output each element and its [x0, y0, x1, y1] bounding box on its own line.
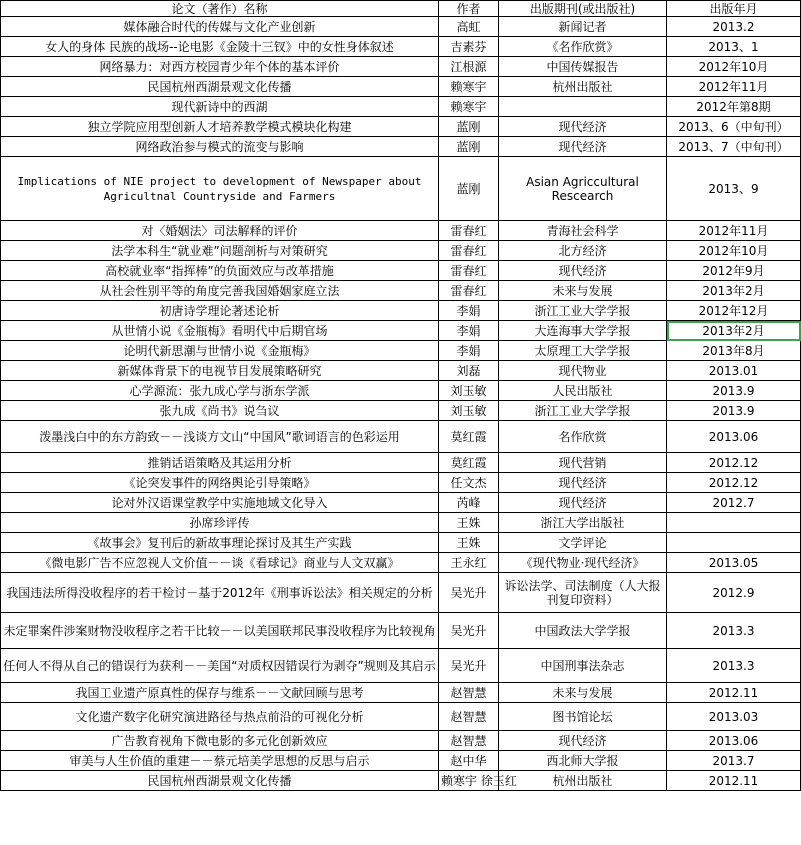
cell-date[interactable]: 2013、9 [667, 157, 801, 221]
cell-date[interactable]: 2013.9 [667, 401, 801, 421]
cell-publisher[interactable]: 诉讼法学、司法制度（人大报刊复印资料） [499, 573, 667, 613]
cell-date[interactable]: 2013.2 [667, 17, 801, 37]
cell-title[interactable]: 女人的身体 民族的战场--论电影《金陵十三钗》中的女性身体叙述 [1, 37, 439, 57]
table-row [1, 553, 801, 573]
table-row [1, 301, 801, 321]
cell-publisher[interactable]: 大连海事大学学报 [499, 321, 667, 341]
cell-title[interactable]: Implications of NIE project to development of Newspaper about Agricultnal Countryside and Farmers [1, 157, 439, 221]
cell-date[interactable]: 2012.12 [667, 453, 801, 473]
cell-title[interactable]: 独立学院应用型创新人才培养教学模式模块化构建 [1, 117, 439, 137]
table-row [1, 771, 801, 791]
table-row [1, 341, 801, 361]
cell-title[interactable]: 张九成《尚书》说刍议 [1, 401, 439, 421]
cell-publisher[interactable]: 图书馆论坛 [499, 703, 667, 731]
cell-title[interactable]: 民国杭州西湖景观文化传播 [1, 771, 439, 791]
table-row [1, 57, 801, 77]
cell-date[interactable]: 2012年12月 [667, 301, 801, 321]
cell-author[interactable]: 赖寒宇 [439, 97, 499, 117]
table-row [1, 37, 801, 57]
cell-title[interactable]: 未定罪案件涉案财物没收程序之若干比较－－以美国联邦民事没收程序为比较视角 [1, 613, 439, 649]
cell-title[interactable]: 民国杭州西湖景观文化传播 [1, 77, 439, 97]
cell-title[interactable]: 论对外汉语课堂教学中实施地域文化导入 [1, 493, 439, 513]
cell-date[interactable]: 2013.06 [667, 421, 801, 453]
cell-publisher[interactable]: 浙江大学出版社 [499, 513, 667, 533]
cell-title[interactable]: 高校就业率“指挥棒”的负面效应与改革措施 [1, 261, 439, 281]
cell-date[interactable]: 2012.11 [667, 771, 801, 791]
table-row [1, 117, 801, 137]
cell-publisher[interactable]: 中国政法大学学报 [499, 613, 667, 649]
cell-date[interactable] [667, 513, 801, 533]
table-row [1, 751, 801, 771]
table-row [1, 533, 801, 553]
table-row [1, 613, 801, 649]
cell-author[interactable]: 雷春红 [439, 281, 499, 301]
cell-author[interactable]: 蓝刚 [439, 157, 499, 221]
header-publisher[interactable]: 出版期刊(或出版社) [499, 1, 667, 17]
table-row [1, 157, 801, 221]
cell-author[interactable]: 莫红霞 [439, 453, 499, 473]
cell-author[interactable]: 刘玉敏 [439, 401, 499, 421]
cell-publisher[interactable]: 现代经济 [499, 261, 667, 281]
cell-author[interactable]: 李娟 [439, 321, 499, 341]
cell-date[interactable]: 2012年10月 [667, 241, 801, 261]
cell-publisher[interactable]: 浙江工业大学学报 [499, 401, 667, 421]
cell-date[interactable]: 2012年11月 [667, 221, 801, 241]
cell-author[interactable]: 赵中华 [439, 751, 499, 771]
table-row [1, 683, 801, 703]
cell-title[interactable]: 泼墨浅白中的东方韵致－－浅谈方文山“中国风”歌词语言的色彩运用 [1, 421, 439, 453]
cell-author[interactable]: 李娟 [439, 341, 499, 361]
header-author[interactable]: 作者 [439, 1, 499, 17]
cell-publisher[interactable]: 杭州出版社 [499, 771, 667, 791]
header-title[interactable]: 论文（著作）名称 [1, 1, 439, 17]
cell-title[interactable]: 广告教育视角下微电影的多元化创新效应 [1, 731, 439, 751]
cell-date[interactable]: 2013.7 [667, 751, 801, 771]
table-row [1, 473, 801, 493]
cell-author[interactable]: 王永红 [439, 553, 499, 573]
cell-title[interactable]: 孙席珍评传 [1, 513, 439, 533]
cell-author[interactable]: 王姝 [439, 533, 499, 553]
cell-date[interactable]: 2012年10月 [667, 57, 801, 77]
cell-author[interactable]: 赵智慧 [439, 703, 499, 731]
cell-publisher[interactable]: 现代经济 [499, 731, 667, 751]
table-row [1, 261, 801, 281]
cell-publisher[interactable]: 名作欣赏 [499, 421, 667, 453]
cell-date[interactable]: 2013、1 [667, 37, 801, 57]
cell-author[interactable]: 刘磊 [439, 361, 499, 381]
cell-publisher[interactable]: 浙江工业大学学报 [499, 301, 667, 321]
cell-author[interactable]: 吴光升 [439, 649, 499, 683]
cell-date[interactable]: 2013年2月 [667, 321, 801, 341]
table-row [1, 493, 801, 513]
cell-author[interactable]: 赖寒宇 [439, 77, 499, 97]
cell-author[interactable]: 莫红霞 [439, 421, 499, 453]
header-date[interactable]: 出版年月 [667, 1, 801, 17]
cell-author[interactable]: 吴光升 [439, 613, 499, 649]
cell-title[interactable]: 审美与人生价值的重建－－蔡元培美学思想的反思与启示 [1, 751, 439, 771]
cell-publisher[interactable]: 杭州出版社 [499, 77, 667, 97]
cell-publisher[interactable]: 人民出版社 [499, 381, 667, 401]
cell-publisher[interactable]: 北方经济 [499, 241, 667, 261]
cell-date[interactable]: 2013.3 [667, 649, 801, 683]
cell-publisher[interactable]: 现代经济 [499, 473, 667, 493]
cell-author[interactable]: 江根源 [439, 57, 499, 77]
cell-publisher[interactable]: 未来与发展 [499, 683, 667, 703]
table-row [1, 381, 801, 401]
cell-title[interactable]: 论明代新思潮与世情小说《金瓶梅》 [1, 341, 439, 361]
table-row [1, 137, 801, 157]
cell-publisher[interactable]: 文学评论 [499, 533, 667, 553]
cell-title[interactable]: 网络暴力：对西方校园青少年个体的基本评价 [1, 57, 439, 77]
cell-title[interactable]: 初唐诗学理论著述论析 [1, 301, 439, 321]
cell-date[interactable]: 2012.11 [667, 683, 801, 703]
cell-author[interactable]: 蓝刚 [439, 137, 499, 157]
table-row [1, 573, 801, 613]
table-row [1, 281, 801, 301]
cell-author[interactable]: 雷春红 [439, 261, 499, 281]
cell-publisher[interactable]: 现代营销 [499, 453, 667, 473]
cell-publisher[interactable]: 中国刑事法杂志 [499, 649, 667, 683]
table-row [1, 401, 801, 421]
table-row [1, 77, 801, 97]
cell-date[interactable]: 2013.01 [667, 361, 801, 381]
table-row [1, 453, 801, 473]
cell-publisher[interactable]: 未来与发展 [499, 281, 667, 301]
cell-publisher[interactable]: 《名作欣赏》 [499, 37, 667, 57]
cell-publisher[interactable]: 现代经济 [499, 493, 667, 513]
table-row [1, 97, 801, 117]
cell-publisher[interactable]: 现代经济 [499, 117, 667, 137]
cell-author[interactable]: 赵智慧 [439, 731, 499, 751]
cell-date[interactable]: 2012年11月 [667, 77, 801, 97]
table-row [1, 17, 801, 37]
cell-publisher[interactable]: 中国传媒报告 [499, 57, 667, 77]
table-row [1, 321, 801, 341]
cell-title[interactable]: 《故事会》复刊后的新故事理论探讨及其生产实践 [1, 533, 439, 553]
cell-date[interactable]: 2012.12 [667, 473, 801, 493]
cell-title[interactable]: 从世情小说《金瓶梅》看明代中后期官场 [1, 321, 439, 341]
cell-title[interactable]: 网络政治参与模式的流变与影响 [1, 137, 439, 157]
table-row [1, 731, 801, 751]
cell-author[interactable]: 任文杰 [439, 473, 499, 493]
table-row [1, 241, 801, 261]
cell-author[interactable]: 赵智慧 [439, 683, 499, 703]
cell-date[interactable]: 2013.06 [667, 731, 801, 751]
cell-date[interactable]: 2013、6（中旬刊） [667, 117, 801, 137]
cell-author[interactable]: 高虹 [439, 17, 499, 37]
cell-title[interactable]: 《微电影广告不应忽视人文价值－－谈《看球记》商业与人文双赢》 [1, 553, 439, 573]
cell-title[interactable]: 推销话语策略及其运用分析 [1, 453, 439, 473]
cell-title[interactable]: 对〈婚姻法〉司法解释的评价 [1, 221, 439, 241]
cell-author[interactable]: 芮峰 [439, 493, 499, 513]
cell-author[interactable]: 吴光升 [439, 573, 499, 613]
cell-author[interactable]: 李娟 [439, 301, 499, 321]
cell-publisher[interactable] [499, 97, 667, 117]
table-row [1, 361, 801, 381]
cell-publisher[interactable]: 青海社会科学 [499, 221, 667, 241]
cell-date[interactable]: 2012.7 [667, 493, 801, 513]
cell-date[interactable]: 2013.9 [667, 381, 801, 401]
cell-date[interactable]: 2013.05 [667, 553, 801, 573]
table-row [1, 421, 801, 453]
cell-author[interactable]: 刘玉敏 [439, 381, 499, 401]
cell-date[interactable]: 2013年8月 [667, 341, 801, 361]
cell-publisher[interactable]: 太原理工大学学报 [499, 341, 667, 361]
cell-date[interactable]: 2012.9 [667, 573, 801, 613]
cell-date[interactable]: 2013.3 [667, 613, 801, 649]
cell-title[interactable]: 任何人不得从自己的错误行为获利－－美国“对质权因错误行为剥夺”规则及其启示 [1, 649, 439, 683]
cell-date[interactable] [667, 533, 801, 553]
cell-title[interactable]: 心学源流：张九成心学与浙东学派 [1, 381, 439, 401]
cell-author[interactable]: 雷春红 [439, 241, 499, 261]
cell-publisher[interactable]: Asian Agriccultural Rescearch [499, 157, 667, 221]
table-row [1, 649, 801, 683]
cell-title[interactable]: 我国工业遗产原真性的保存与维系－－文献回顾与思考 [1, 683, 439, 703]
cell-date[interactable]: 2013.03 [667, 703, 801, 731]
cell-title[interactable]: 法学本科生“就业难”问题剖析与对策研究 [1, 241, 439, 261]
cell-title[interactable]: 新媒体背景下的电视节目发展策略研究 [1, 361, 439, 381]
cell-title[interactable]: 文化遗产数字化研究演进路径与热点前沿的可视化分析 [1, 703, 439, 731]
table-row [1, 513, 801, 533]
table-row [1, 221, 801, 241]
cell-publisher[interactable]: 《现代物业·现代经济》 [499, 553, 667, 573]
cell-publisher[interactable]: 西北师大学报 [499, 751, 667, 771]
cell-title[interactable]: 从社会性别平等的角度完善我国婚姻家庭立法 [1, 281, 439, 301]
cell-title[interactable]: 媒体融合时代的传媒与文化产业创新 [1, 17, 439, 37]
cell-publisher[interactable]: 现代经济 [499, 137, 667, 157]
cell-title[interactable]: 我国违法所得没收程序的若干检讨－基于2012年《刑事诉讼法》相关规定的分析 [1, 573, 439, 613]
cell-author[interactable]: 赖寒宇 徐玉红 [439, 771, 499, 791]
cell-publisher[interactable]: 新闻记者 [499, 17, 667, 37]
cell-date[interactable]: 2012年第8期 [667, 97, 801, 117]
cell-publisher[interactable]: 现代物业 [499, 361, 667, 381]
cell-author[interactable]: 王姝 [439, 513, 499, 533]
cell-date[interactable]: 2012年9月 [667, 261, 801, 281]
cell-date[interactable]: 2013、7（中旬刊） [667, 137, 801, 157]
table-row [1, 703, 801, 731]
cell-title[interactable]: 现代新诗中的西湖 [1, 97, 439, 117]
cell-title[interactable]: 《论突发事件的网络舆论引导策略》 [1, 473, 439, 493]
cell-date[interactable]: 2013年2月 [667, 281, 801, 301]
cell-author[interactable]: 吉素芬 [439, 37, 499, 57]
cell-author[interactable]: 蓝刚 [439, 117, 499, 137]
header-row [1, 1, 801, 17]
cell-author[interactable]: 雷春红 [439, 221, 499, 241]
